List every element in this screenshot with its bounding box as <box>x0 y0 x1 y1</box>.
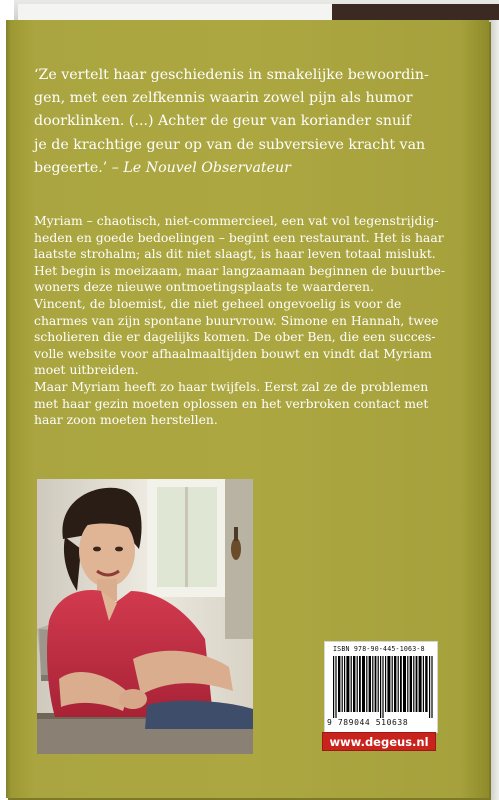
barcode-number: 9 789044 510638 <box>327 718 409 727</box>
author-portrait-illustration <box>37 479 253 754</box>
barcode-panel <box>324 641 438 733</box>
synopsis-line: Maar Myriam heeft zo haar twijfels. Eerst zal ze de problemen <box>34 378 429 394</box>
isbn-label: ISBN 978-90-445-1063-8 <box>333 645 425 653</box>
barcode-icon <box>333 656 433 718</box>
synopsis-line: scholieren die er dagelijks komen. De ober Ben, die een succes- <box>34 329 436 345</box>
spine-band <box>332 4 499 20</box>
quote-source: Le Nouvel Observateur <box>123 159 291 176</box>
synopsis-line: laatste strohalm; als dit niet slaagt, is haar leven totaal mislukt. <box>34 246 436 262</box>
synopsis-line: charmes van zijn spontane buurvrouw. Simone en Hannah, twee <box>34 312 439 328</box>
synopsis-line: woners deze nieuwe ontmoetingsplaats te waarderen. <box>34 279 374 295</box>
synopsis-line: Myriam – chaotisch, niet-commercieel, een vat vol tegenstrijdig- <box>34 213 439 228</box>
synopsis-line: Vincent, de bloemist, die niet geheel ongevoelig is voor de <box>34 295 402 311</box>
synopsis <box>34 213 460 429</box>
synopsis-line: Het begin is moeizaam, maar langzaamaan beginnen de buurtbe- <box>34 262 446 278</box>
synopsis-line: heden en goede bedoelingen – begint een restaurant. Het is haar <box>34 229 444 245</box>
synopsis-line: volle website voor afhaalmaaltijden bouwt en vindt dat Myriam <box>34 345 432 361</box>
publisher-website: www.degeus.nl <box>322 732 436 751</box>
synopsis-line: moet uitbreiden. <box>34 362 139 378</box>
quote-line: begeerte.’ – <box>34 159 119 176</box>
page-edge-strip <box>18 4 332 21</box>
quote-line: gen, met een zelfkennis waarin zowel pijn als humor <box>34 90 413 107</box>
synopsis-line: met haar gezin moeten oplossen en het verbroken contact met <box>34 395 429 411</box>
author-photo <box>37 479 253 754</box>
quote-line: doorklinken. (...) Achter de geur van koriander snuif <box>34 113 411 130</box>
cover-hinge <box>6 20 12 798</box>
quote-line: ‘Ze vertelt haar geschiedenis in smakelijke bewoordin- <box>34 67 429 83</box>
review-quote <box>34 64 466 180</box>
page-edge-right <box>489 20 499 800</box>
quote-line: je de krachtige geur op van de subversieve kracht van <box>34 136 426 153</box>
synopsis-line: haar zoon moeten herstellen. <box>34 412 218 428</box>
